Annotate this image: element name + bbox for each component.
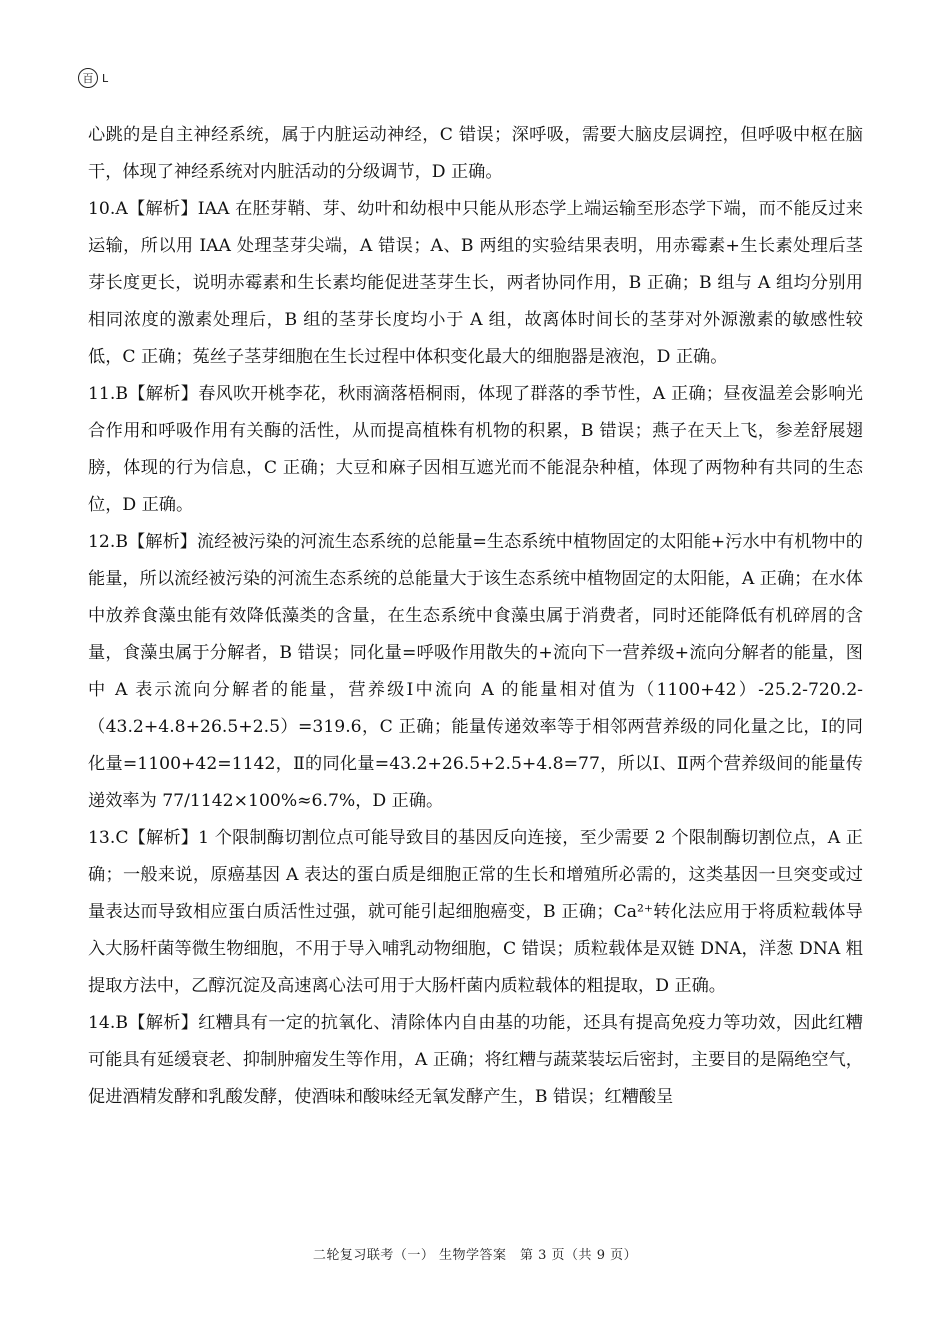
paragraph-continuation: 心跳的是自主神经系统，属于内脏运动神经，C 错误；深呼吸，需要大脑皮层调控，但呼吸中枢在脑干，体现了神经系统对内脏活动的分级调节，D 正确。 bbox=[88, 125, 863, 182]
answer-14: 14.B【解析】红糟具有一定的抗氧化、清除体内自由基的功能，还具有提高免疫力等功效，因此红糟可能具有延缓衰老、抑制肿瘤发生等作用，A 正确；将红糟与蔬菜装坛后密封，主要目的是隔绝空气，促进酒精发酵和乳酸发酵，使酒味和酸味经无氧发酵产生，B 错误；红糟酸呈 bbox=[88, 1013, 863, 1107]
answer-12: 12.B【解析】流经被污染的河流生态系统的总能量=生态系统中植物固定的太阳能+污水中有机物中的能量，所以流经被污染的河流生态系统的总能量大于该生态系统中植物固定的太阳能，A 正确；在水体中放养食藻虫能有效降低藻类的含量，在生态系统中食藻虫属于消费者，同时还能降低有机碎屑的含量，食藻虫属于分解者，B 错误；同化量=呼吸作用散失的+流向下一营养级+流向分解者的能量，图中 A 表示流向分解者的能量，营养级Ⅰ中流向 A 的能量相对值为（1100+42）-25.2-720.2-（43.2+4.8+26.5+2.5）=319.6，C 正确；能量传递效率等于相邻两营养级的同化量之比，Ⅰ的同化量=1100+42=1142，Ⅱ的同化量=43.2+26.5+2.5+4.8=77，所以Ⅰ、Ⅱ两个营养级间的能量传递效率为 77/1142×100%≈6.7%，D 正确。 bbox=[88, 532, 863, 811]
publisher-logo bbox=[78, 68, 108, 88]
page-footer: 二轮复习联考（一） 生物学答案 第 3 页（共 9 页） bbox=[312, 1248, 638, 1263]
logo-circle-icon: 百 bbox=[78, 68, 98, 88]
answer-10: 10.A【解析】IAA 在胚芽鞘、芽、幼叶和幼根中只能从形态学上端运输至形态学下端，而不能反过来运输，所以用 IAA 处理茎芽尖端，A 错误；A、B 两组的实验结果表明，用赤霉素+生长素处理后茎芽长度更长，说明赤霉素和生长素均能促进茎芽生长，两者协同作用，B 正确；B 组与 A 组均分别用相同浓度的激素处理后，B 组的茎芽长度均小于 A 组，故离体时间长的茎芽对外源激素的敏感性较低，C 正确；菟丝子茎芽细胞在生长过程中体积变化最大的细胞器是液泡，D 正确。 bbox=[88, 199, 863, 367]
logo-letter: L bbox=[102, 71, 109, 85]
answer-11: 11.B【解析】春风吹开桃李花，秋雨滴落梧桐雨，体现了群落的季节性，A 正确；昼夜温差会影响光合作用和呼吸作用有关酶的活性，从而提高植株有机物的积累，B 错误；燕子在天上飞，参差舒展翅膀，体现的行为信息，C 正确；大豆和麻子因相互遮光而不能混杂种植，体现了两物种有共同的生态位，D 正确。 bbox=[88, 384, 863, 515]
answer-13: 13.C【解析】1 个限制酶切割位点可能导致目的基因反向连接，至少需要 2 个限制酶切割位点，A 正确；一般来说，原癌基因 A 表达的蛋白质是细胞正常的生长和增殖所必需的，这类基因一旦突变或过量表达而导致相应蛋白质活性过强，就可能引起细胞癌变，B 正确；Ca²⁺转化法应用于将质粒载体导入大肠杆菌等微生物细胞，不用于导入哺乳动物细胞，C 错误；质粒载体是双链 DNA，洋葱 DNA 粗提取方法中，乙醇沉淀及高速离心法可用于大肠杆菌内质粒载体的粗提取，D 正确。 bbox=[88, 828, 863, 996]
answer-body bbox=[88, 117, 863, 1116]
